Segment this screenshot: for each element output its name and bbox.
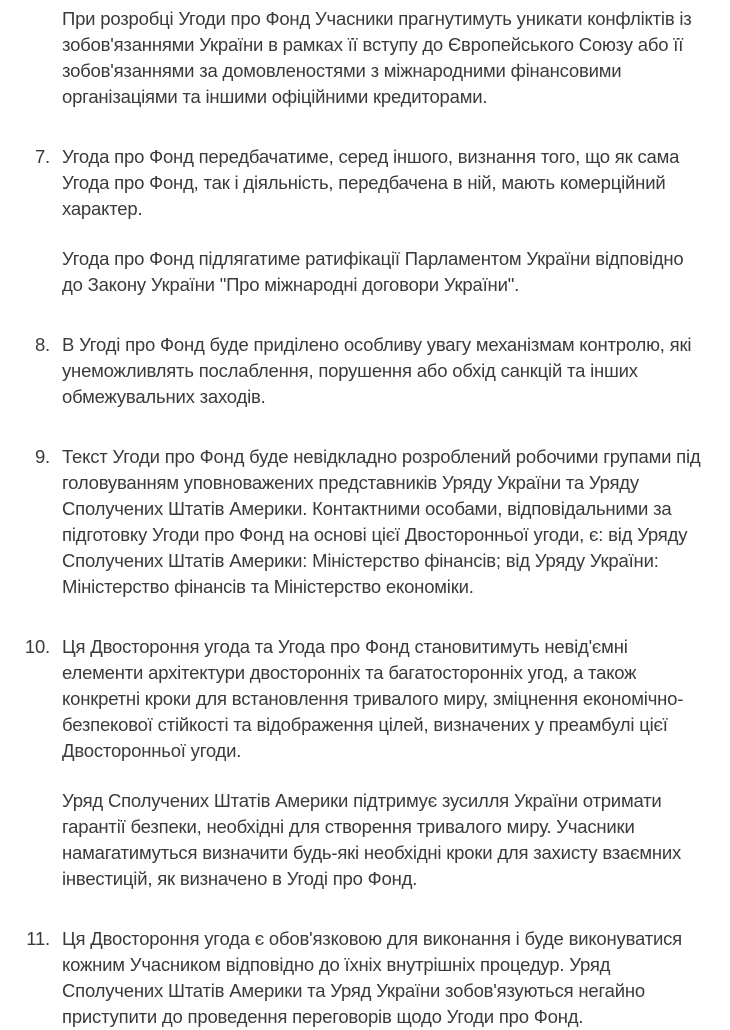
paragraph-text: При розробці Угоди про Фонд Учасники прагнутимуть уникати конфліктів із зобов'язаннями України в рамках її вступу до Європейського Союзу або її зобов'язаннями за домовленостями з міжнародними фінансовими організаціями та іншими офіційними кредиторами.: [62, 8, 692, 107]
list-item: [0, 332, 730, 410]
list-item: [0, 634, 730, 892]
item-number: 10.: [24, 636, 50, 657]
list-item: [0, 926, 730, 1030]
paragraph-text: Угода про Фонд підлягатиме ратифікації Парламентом України відповідно до Закону України "Про міжнародні договори України".: [62, 248, 684, 295]
paragraph-text: Угода про Фонд передбачатиме, серед іншого, визнання того, що як сама Угода про Фонд, так і діяльність, передбачена в ній, мають комерційний характер.: [62, 146, 680, 219]
item-number: 11.: [26, 928, 50, 949]
item-paragraphs: [62, 144, 707, 298]
list-item: [0, 144, 730, 298]
paragraph-text: Уряд Сполучених Штатів Америки підтримує зусилля України отримати гарантії безпеки, необхідні для створення тривалого миру. Учасники намагатимуться визначити будь-які необхідні кроки для захисту взаємних інвестицій, як визначено в Угоді про Фонд.: [62, 790, 682, 889]
item-paragraphs: [62, 332, 707, 410]
item-paragraphs: [62, 926, 707, 1030]
item-paragraphs: [62, 6, 707, 110]
paragraph-text: Текст Угоди про Фонд буде невідкладно розроблений робочими групами під головуванням уповноважених представників Уряду України та Уряду Сполучених Штатів Америки. Контактними особами, відповідальними за підготовку Угоди про Фонд на основі цієї Двосторонньої угоди, є: від Уряду Сполучених Штатів Америки: Міністерство фінансів; від Уряду України: Міністерство фінансів та Міністерство економіки.: [62, 446, 701, 597]
item-number: 7.: [34, 146, 50, 167]
paragraph-text: Ця Двостороння угода є обов'язковою для виконання і буде виконуватися кожним Учасником відповідно до їхніх внутрішніх процедур. Уряд Сполучених Штатів Америки та Уряд України зобов'язуються негайно приступити до проведення переговорів щодо Угоди про Фонд.: [62, 928, 682, 1027]
list-item: [0, 444, 730, 600]
item-paragraphs: [62, 634, 707, 892]
item-number: 9.: [34, 446, 50, 467]
paragraph-text: Ця Двостороння угода та Угода про Фонд становитимуть невід'ємні елементи архітектури двосторонніх та багатосторонніх угод, а також конкретні кроки для встановлення тривалого миру, зміцнення економічно-безпекової стійкості та відображення цілей, визначених у преамбулі цієї Двосторонньої угоди.: [62, 636, 684, 761]
list-item: [0, 6, 730, 110]
paragraph-text: В Угоді про Фонд буде приділено особливу увагу механізмам контролю, які унеможливлять послаблення, порушення або обхід санкцій та інших обмежувальних заходів.: [62, 334, 692, 407]
item-paragraphs: [62, 444, 707, 600]
item-number: 8.: [34, 334, 50, 355]
document-body: [0, 6, 730, 1030]
